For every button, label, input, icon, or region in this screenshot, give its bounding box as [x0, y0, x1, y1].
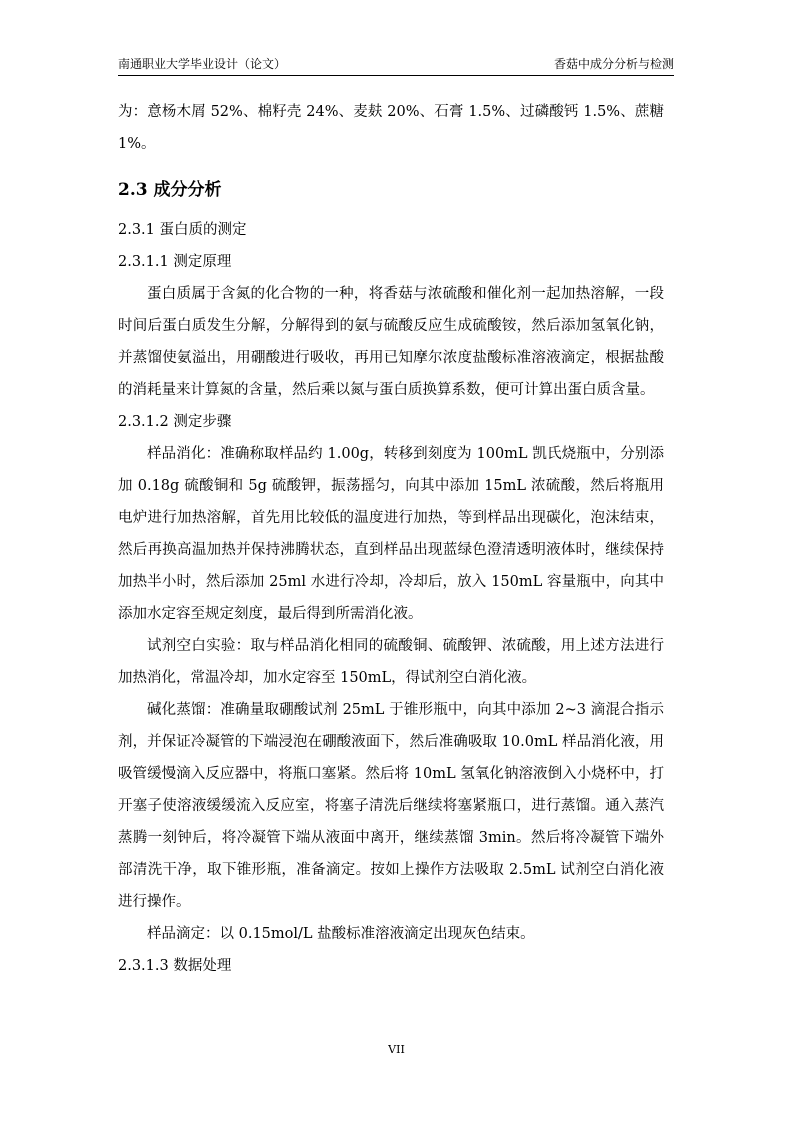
page-header	[118, 54, 674, 76]
subsection-heading: 2.3.1 蛋白质的测定	[118, 222, 247, 238]
section-heading: 2.3 成分分析	[118, 180, 222, 200]
paragraph-continued: 为：意杨木屑 52%、棉籽壳 24%、麦麸 20%、石膏 1.5%、过磷酸钙 1.5%、蔗糖 1%。	[118, 104, 664, 152]
header-divider	[118, 75, 674, 76]
header-chapter-title: 香菇中成分分析与检测	[553, 57, 674, 71]
subsubsection-heading-data: 2.3.1.3 数据处理	[118, 958, 232, 974]
paragraph-principle: 蛋白质属于含氮的化合物的一种，将香菇与浓硫酸和催化剂一起加热溶解，一段时间后蛋白质发生分解，分解得到的氨与硫酸反应生成硫酸铵，然后添加氢氧化钠，并蒸馏使氨溢出，用硼酸进行吸收，再用已知摩尔浓度盐酸标准溶液滴定，根据盐酸的消耗量来计算氮的含量，然后乘以氮与蛋白质换算系数，便可计算出蛋白质含量。	[118, 286, 664, 398]
paragraph-distillation: 碱化蒸馏：准确量取硼酸试剂 25mL 于锥形瓶中，向其中添加 2~3 滴混合指示剂，并保证冷凝管的下端浸泡在硼酸液面下，然后准确吸取 10.0mL 样品消化液，用吸管缓慢滴入反应器中，将瓶口塞紧。然后将 10mL 氢氧化钠溶液倒入小烧杯中，打开塞子使溶液缓缓流入反应室，将塞子清洗后继续将塞紧瓶口，进行蒸馏。通入蒸汽蒸腾一刻钟后，将冷凝管下端从液面中离开，继续蒸馏 3min。然后将冷凝管下端外部清洗干净，取下锥形瓶，准备滴定。按如上操作方法吸取 2.5mL 试剂空白消化液进行操作。	[118, 702, 664, 910]
header-thesis-title: 南通职业大学毕业设计（论文）	[118, 57, 287, 71]
page-body	[118, 96, 664, 982]
page-number: VII	[388, 1043, 405, 1056]
paragraph-titration: 样品滴定：以 0.15mol/L 盐酸标准溶液滴定出现灰色结束。	[147, 926, 535, 942]
subsubsection-heading-principle: 2.3.1.1 测定原理	[118, 254, 232, 270]
subsubsection-heading-steps: 2.3.1.2 测定步骤	[118, 414, 232, 430]
paragraph-blank-test: 试剂空白实验：取与样品消化相同的硫酸铜、硫酸钾、浓硫酸，用上述方法进行加热消化，常温冷却，加水定容至 150mL，得试剂空白消化液。	[118, 638, 664, 686]
paragraph-digestion: 样品消化：准确称取样品约 1.00g，转移到刻度为 100mL 凯氏烧瓶中，分别添加 0.18g 硫酸铜和 5g 硫酸钾，振荡摇匀，向其中添加 15mL 浓硫酸，然后将瓶用电炉进行加热溶解，首先用比较低的温度进行加热，等到样品出现碳化，泡沫结束，然后再换高温加热并保持沸腾状态，直到样品出现蓝绿色澄清透明液体时，继续保持加热半小时，然后添加 25ml 水进行冷却，冷却后，放入 150mL 容量瓶中，向其中添加水定容至规定刻度，最后得到所需消化液。	[118, 446, 664, 622]
